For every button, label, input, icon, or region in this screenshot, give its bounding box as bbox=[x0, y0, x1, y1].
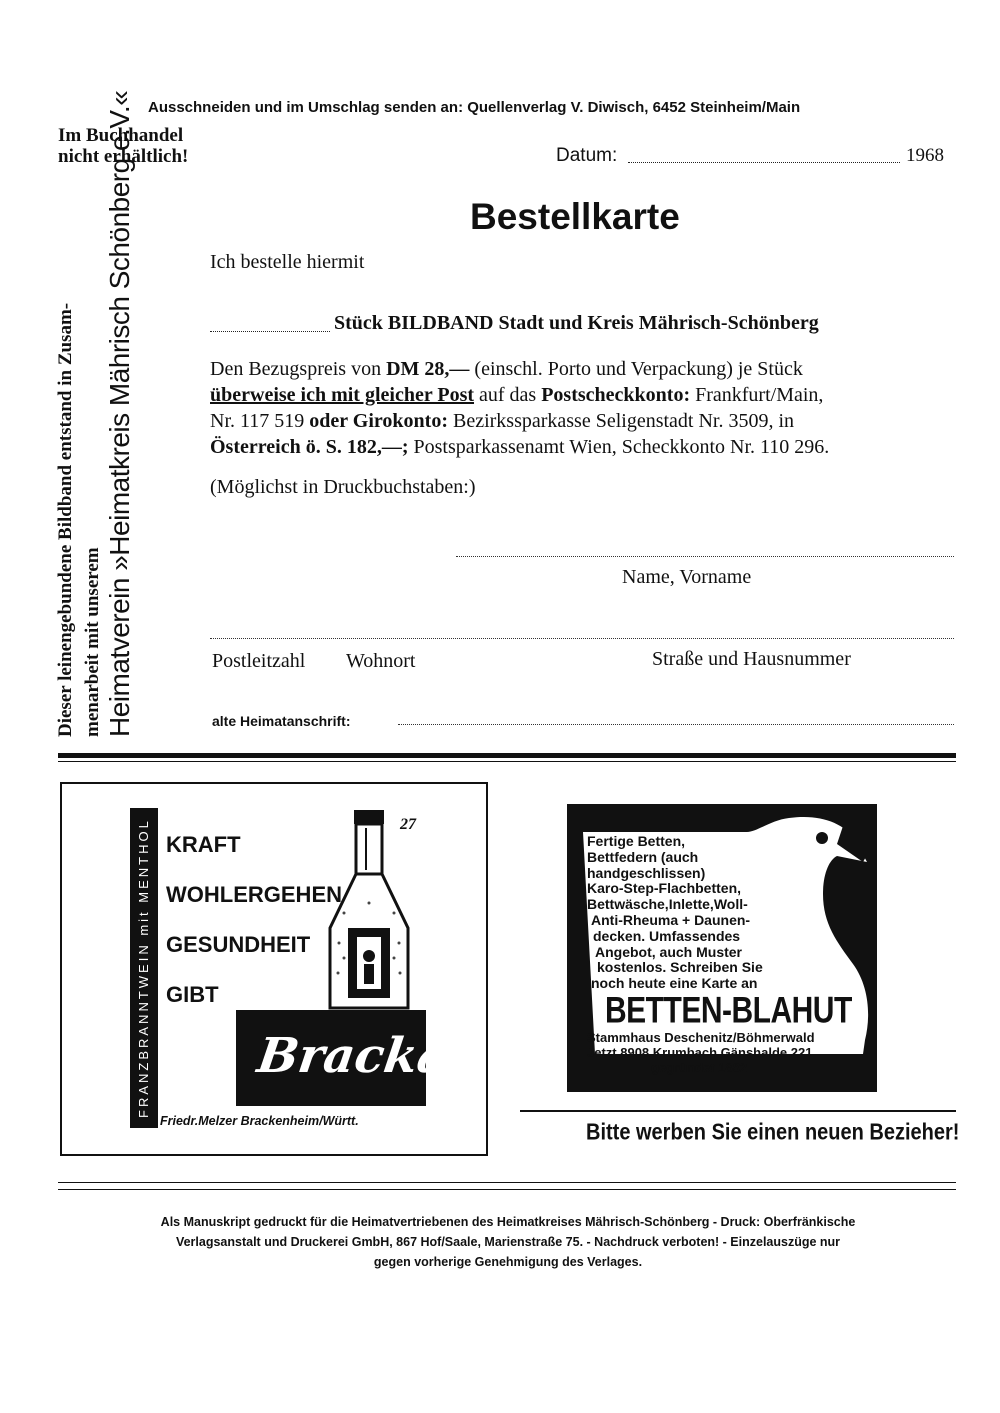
ad-betten-line: handgeschlissen) bbox=[587, 864, 706, 881]
slogan-line: WOHLERGEHEN bbox=[166, 882, 342, 907]
side-text-line-1: Dieser leinengebundene Bildband entstand in Zusam- bbox=[55, 302, 76, 737]
payment-text: Postsparkassenamt Wien, Scheckkonto Nr. 110 296. bbox=[408, 436, 830, 458]
year: 1968 bbox=[906, 145, 944, 166]
slogan-line: KRAFT bbox=[166, 832, 241, 857]
form-title: Bestellkarte bbox=[470, 196, 680, 237]
name-label: Name, Vorname bbox=[622, 566, 752, 588]
ad-betten-line: Angebot, auch Muster bbox=[595, 943, 743, 960]
imprint-line: gegen vorherige Genehmigung des Verlages. bbox=[373, 1255, 643, 1269]
ad-betten-brand: BETTEN-BLAHUT bbox=[605, 990, 852, 1032]
or-word: oder bbox=[309, 410, 348, 432]
slogan-line: GESUNDHEIT bbox=[166, 932, 311, 957]
payment-text: Frankfurt/Main, bbox=[690, 384, 824, 406]
name-field[interactable] bbox=[456, 556, 954, 557]
payment-terms bbox=[210, 356, 955, 460]
ad-brackal-vertical-bar bbox=[130, 808, 158, 1128]
imprint-line: Als Manuskript gedruckt für die Heimatvertriebenen des Heimatkreises Mährisch-Schönberg - Druck: Oberfränkische bbox=[160, 1215, 856, 1229]
recruit-rule bbox=[520, 1110, 956, 1112]
imprint bbox=[60, 1212, 956, 1272]
ad-betten-address bbox=[587, 1030, 815, 1075]
ad-betten-line: Bettfedern (auch bbox=[587, 848, 699, 865]
giro-label: Girokonto: bbox=[347, 410, 448, 432]
date-field[interactable] bbox=[628, 162, 900, 163]
ad-betten-address-line: Jetzt 8908 Krumbach Gänshalde 221 bbox=[587, 1045, 813, 1060]
ad-brackal-brand: Brackal bbox=[254, 1028, 471, 1084]
transfer-notice: überweise ich mit gleicher Post bbox=[210, 384, 475, 406]
ad-betten-founded: gegründet 1882 bbox=[651, 1060, 748, 1075]
account-number: Nr. 117 519 bbox=[210, 410, 310, 432]
town-label: Wohnort bbox=[346, 650, 416, 672]
slogan-line: GIBT bbox=[166, 982, 219, 1007]
payment-text: Bezirkssparkasse Seligenstadt Nr. 3509, in bbox=[447, 410, 795, 432]
quantity-field[interactable] bbox=[210, 331, 330, 332]
block-letters-note: (Möglichst in Druckbuchstaben:) bbox=[210, 476, 476, 498]
street-label: Straße und Hausnummer bbox=[652, 648, 851, 670]
ad-betten-line: Fertige Betten, bbox=[587, 833, 686, 849]
ad-betten-address-line: Stammhaus Deschenitz/Böhmerwald bbox=[587, 1030, 815, 1045]
ad-brackal bbox=[60, 782, 488, 1156]
postcode-label: Postleitzahl bbox=[212, 650, 306, 672]
ad-brackal-slogan bbox=[166, 820, 342, 1020]
divider-thin bbox=[58, 761, 956, 762]
payment-text: auf das bbox=[474, 384, 542, 406]
bottle-icon bbox=[324, 808, 414, 1013]
old-address-field[interactable] bbox=[398, 724, 954, 725]
ad-betten-line: Karo-Step-Flachbetten, bbox=[587, 880, 742, 897]
order-item-text: Stück BILDBAND Stadt und Kreis Mährisch-Schönberg bbox=[334, 312, 819, 334]
side-text-line-2: menarbeit mit unserem bbox=[82, 547, 103, 737]
ad-betten-text bbox=[587, 834, 763, 992]
ad-brackal-brand-box bbox=[236, 1010, 471, 1106]
payment-text: Den Bezugspreis von bbox=[210, 358, 387, 380]
footer-rule bbox=[58, 1182, 956, 1183]
imprint-line: Verlagsanstalt und Druckerei GmbH, 867 Hof/Saale, Marienstraße 75. - Nachdruck verboten! - Einzelauszüge nur bbox=[175, 1235, 841, 1249]
order-intro: Ich bestelle hiermit bbox=[210, 251, 365, 273]
send-to-address: Ausschneiden und im Umschlag senden an: Quellenverlag V. Diwisch, 6452 Steinheim/Main bbox=[148, 99, 801, 116]
ad-brackal-number: 27 bbox=[400, 816, 416, 833]
old-address-label: alte Heimatanschrift: bbox=[212, 713, 351, 729]
not-in-trade-line-1: Im Buchhandel bbox=[58, 125, 184, 146]
ad-betten-blahut bbox=[567, 804, 877, 1092]
date-label: Datum: bbox=[556, 145, 618, 166]
recruit-subscriber: Bitte werben Sie einen neuen Bezieher! bbox=[586, 1120, 960, 1146]
ad-betten-line: kostenlos. Schreiben Sie bbox=[597, 959, 763, 976]
postcheck-label: Postscheckkonto: bbox=[541, 384, 691, 406]
ad-brackal-maker: Friedr.Melzer Brackenheim/Württ. bbox=[160, 1114, 359, 1128]
austria-price: Österreich ö. S. 182,—; bbox=[210, 436, 409, 458]
address-field[interactable] bbox=[210, 638, 954, 639]
order-item-line bbox=[334, 312, 819, 335]
ad-betten-line: Bettwäsche,Inlette,Woll- bbox=[587, 896, 748, 913]
not-in-trade-line-2: nicht erhältlich! bbox=[58, 146, 189, 167]
footer-rule bbox=[58, 1189, 956, 1190]
ad-brackal-vertical-text: FRANZBRANNTWEIN mit MENTHOL bbox=[136, 818, 151, 1118]
side-text-association: Heimatverein »Heimatkreis Mährisch Schönberg e.V.« bbox=[104, 90, 135, 737]
divider-heavy bbox=[58, 753, 956, 758]
price: DM 28,— bbox=[386, 358, 470, 380]
ad-betten-line: noch heute eine Karte an bbox=[591, 975, 758, 992]
ad-betten-line: decken. Umfassendes bbox=[593, 927, 741, 944]
payment-text: (einschl. Porto und Verpackung) je Stück bbox=[469, 358, 803, 380]
ad-betten-line: Anti-Rheuma + Daunen- bbox=[591, 911, 751, 928]
